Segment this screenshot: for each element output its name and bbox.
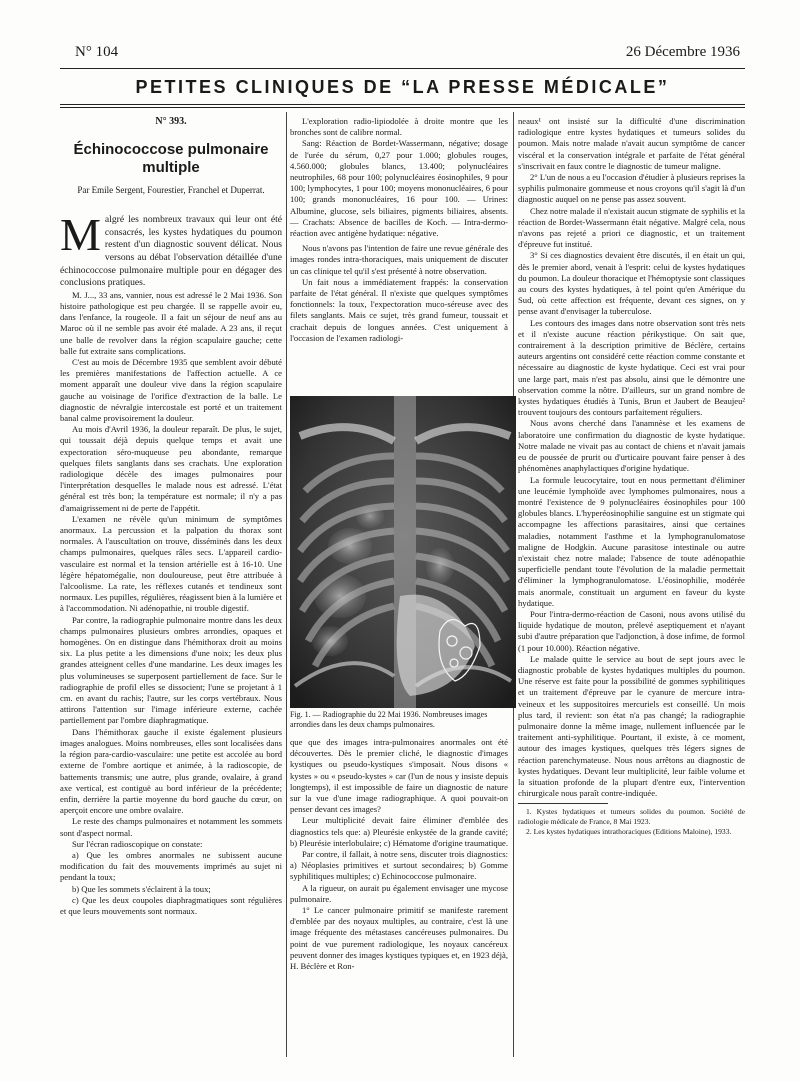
column-divider-1 xyxy=(286,112,287,1057)
footnote: 2. Les kystes hydatiques intrathoraciques (Editions Maloine), 1933. xyxy=(526,826,732,836)
paragraph: Dans l'hémithorax gauche il existe également plusieurs images analogues. Moins nombreuses, elles sont localisées dans la région para-cardio-vasculaire: une petite est accolée au bord externe de l'ombre aortique et animée, à la radioscopie, de battements transmis; une autre, plus grande, ovalaire, à grand axe vertical, est contiguë au bord inférieur de la précédente; enfin, derrière la partie moyenne du bord gauche du cœur, on aperçoit encore une ombre ovalaire. xyxy=(60,726,282,816)
header-rule-bottom-2 xyxy=(60,107,745,108)
paragraph: L'examen ne révèle qu'un minimum de symptômes anormaux. La percussion et la palpation du thorax sont normales. A l'auscultation on trouve, disséminés dans les deux champs pulmonaires, quelques râles secs. L'appareil cardio-vasculaire est normal et la tension artérielle est à 16-10. Une légère hépatomégalie, non douloureuse, peut être attribuée à l'alcoolisme. La rate, les réflexes cutanés et tendineux sont normaux. Les pupilles, régulières, réagissent bien à la lumière et à l'accommodation. Ni adénopathie, ni trouble digestif. xyxy=(60,513,282,614)
issue-date: 26 Décembre 1936 xyxy=(625,44,740,60)
paragraph: 3° Si ces diagnostics devaient être discutés, il en était un qui, dès le premier abord, venait à l'esprit: celui de kystes hydatiques du poumon. La douleur thoracique et l'hémoptysie sont classiques au cours des kystes hydatiques, à tel point qu'en Amérique du Sud, où cette affection est fréquente, devant ces signes, on y pense avant d'envisager la tuberculose. xyxy=(518,250,745,317)
paragraph: Un fait nous a immédiatement frappés: la conservation parfaite de l'état général. Il n'existe que quelques symptômes fonctionnels: la toux, l'expectoration muco-séreuse avec des filets sanglants. Mais ce sujet, très grand fumeur, toussait et crachait depuis de longues années. C'est uniquement à l'occasion de l'examen radiologi- xyxy=(290,276,508,343)
paragraph: C'est au mois de Décembre 1935 que semblent avoir débuté les premières manifestations de l'affection actuelle. A ce moment apparaît une douleur vive dans la région scapulaire gauche au voisinage de l'orifice d'extraction de la balle. Le diagnostic de névralgie intercostale est porté et un traitement banal calme provisoirement la douleur. xyxy=(60,356,282,423)
intro-text: algré les nombreux travaux qui leur ont été consacrés, les kystes hydatiques du poumon restent d'un diagnostic souvent délicat. Nous versons au débat l'observation détaillée d'une échinococcose pulmonaire multiple pour en dégager des conclusions pratiques. xyxy=(60,214,282,289)
paragraph: Sang: Réaction de Bordet-Wassermann, négative; dosage de l'urée du sérum, 0,27 pour 1.000; globules rouges, 4.560.000; globules blancs, 13.400; polynucléaires neutrophiles, 68 pour 100; polynucléaires éosinophiles, 9 pour 100; lymphocytes, 1 pour 100; moyens mononucléaires, 6 pour 100; grands mononucléaires, 16 pour 100. — Urines: Albumine, glucose, sels biliaires, pigments biliaires, absents. — Crachats: Absence de bacilles de Koch. — Intra-dermo-réaction avec antigène hydatique: négative. xyxy=(290,138,508,239)
drop-cap: M xyxy=(60,209,101,261)
article-title: Échinococcose pulmonaire multiple xyxy=(73,141,269,177)
paragraph: Sur l'écran radioscopique on constate: xyxy=(72,838,203,849)
paragraph: L'exploration radio-lipiodolée à droite montre que les bronches sont de calibre normal. xyxy=(290,116,508,138)
paragraph: Par contre, il fallait, à notre sens, discuter trois diagnostics: a) Néoplasies primitives et surtout secondaires; b) Gomme syphilitiques multiples; c) Echinococcose pulmonaire. xyxy=(290,849,508,882)
column-2-continued xyxy=(290,737,508,972)
paragraph: a) Que les ombres anormales ne subissent aucune modification du fait des mouvements imprimés au sujet ni pendant la toux; xyxy=(60,849,282,883)
intro-paragraph xyxy=(60,209,282,290)
column-1 xyxy=(60,116,282,917)
article-number: N° 393. xyxy=(155,116,187,127)
paragraph: Au mois d'Avril 1936, la douleur reparaît. De plus, le sujet, qui toussait déjà depuis quelque temps et avait une expectoration séro-muqueuse peu abondante, remarque quelques filets sanglants dans ses crachats. Une exploration radiologique décèle des images pulmonaires pour l'interprétation desquelles le malade nous est adressé. L'état général est très bon; la température est normale; il n'y a pas d'amaigrissement ni de perte de l'appétit. xyxy=(60,424,282,513)
paragraph: 2° L'un de nous a eu l'occasion d'étudier à plusieurs reprises la syphilis pulmonaire gommeuse et nous croyons qu'il s'agit là d'un diagnostic auquel on ne pense pas assez souvent. xyxy=(518,172,745,205)
section-banner: PETITES CLINIQUES DE “LA PRESSE MÉDICALE” xyxy=(135,77,670,97)
paragraph: Leur multiplicité devait faire éliminer d'emblée des diagnostics tels que: a) Pleurésie enkystée de la grande cavité; b) Pleurésie interlobulaire; c) Hématome d'origine traumatique. xyxy=(290,815,508,848)
paragraph: La formule leucocytaire, tout en nous permettant d'éliminer une leucémie lymphoïde avec lymphomes pulmonaires, nous a montré l'existence de 9 polynucléaires éosinophiles pour 100 globules blancs. L'hyperéosinophilie sanguine est un stigmate qui accompagne les affections parasitaires, ainsi que certaines maladies, notamment l'asthme et la lymphogranulomatose maligne de Hodgkin. Aucune parasitose intestinale ou autre n'existait chez notre malade; l'absence de toute adénopathie superficielle pendant toute l'évolution de la maladie permettait d'éliminer la lymphogranulomatose. L'éosinophilie, modérée mais anormale, constituait un argument en faveur du kyste hydatique. xyxy=(518,474,745,608)
paragraph: Nous n'avons pas l'intention de faire une revue générale des images rondes intra-thoraciques, mais uniquement de discuter un cas clinique tel qu'il s'est présenté à notre observation. xyxy=(290,243,508,276)
paragraph: Les contours des images dans notre observation sont très nets et il n'existe aucune réaction périkystique. On sait que, contrairement à la description primitive de Béclère, certains auteurs argentins ont considéré cette réaction comme constante et nécessaire au diagnostic de kyste hydatique. Ceci est vrai pour une large part, mais n'est pas absolu, ainsi que le démontre une observation comme la nôtre. D'ailleurs, sur un grand nombre de kystes hydatiques étudiés à Tunis, Brun et Jaubert de Beaujeu² trouvent toujours des contours parfaitement réguliers. xyxy=(518,317,745,418)
issue-number: N° 104 xyxy=(75,44,119,60)
article-authors: Par Emile Sergent, Fourestier, Franchel et Duperrat. xyxy=(77,185,265,196)
column-3 xyxy=(518,116,745,836)
paragraph: A la rigueur, on aurait pu également envisager une mycose pulmonaire. xyxy=(290,882,508,904)
paragraph: Pour l'intra-dermo-réaction de Casoni, nous avons utilisé du liquide hydatique de mouton, prélevé aseptiquement et n'ayant subi d'autre préparation que l'adjonction, à dose infime, de formol (1 pour 10.000). Réaction négative. xyxy=(518,608,745,653)
figure-caption: Fig. 1. — Radiographie du 22 Mai 1936. Nombreuses images arrondies dans les deux champs pulmonaires. xyxy=(290,710,488,729)
header-rule-top xyxy=(60,68,745,69)
chest-radiograph-image xyxy=(290,396,516,708)
paragraph: Le reste des champs pulmonaires et notamment les sommets sont d'aspect normal. xyxy=(60,816,282,838)
footnote-rule xyxy=(518,803,608,804)
paragraph: que que des images intra-pulmonaires anormales ont été découvertes. Dès le premier cliché, le diagnostic d'images kystiques ou pseudo-kystiques s'imposait. Nous disons « kystes » ou « pseudo-kystes » car (l'un de nous y insiste depuis longtemps), il est impossible de faire un diagnostic de nature sur la vue d'une image radiographique. A quoi pouvait-on penser devant ces images? xyxy=(290,737,508,815)
footnote: 1. Kystes hydatiques et tumeurs solides du poumon. Société de radiologie médicale de France, 8 Mai 1923. xyxy=(518,807,745,826)
radiograph-figure xyxy=(290,396,516,729)
header-rule-bottom xyxy=(60,104,745,105)
paragraph: neaux¹ ont insisté sur la difficulté d'une discrimination radiologique entre kystes hydatiques et tumeurs solides du poumon. Mais notre malade n'avait aucun symptôme de cancer viscéral et la conservation intégrale et parfaite de l'état général s'inscrivait en faux contre le diagnostic de tumeur maligne. xyxy=(518,116,745,171)
paragraph: M. J..., 33 ans, vannier, nous est adressé le 2 Mai 1936. Son histoire pathologique est peu chargée. Il se rappelle avoir eu, dans l'enfance, la rougeole. Il a fait un séjour de neuf ans au Maroc où il ne semble pas avoir été malade. A 23 ans, il reçut une balle de revolver dans la région scapulaire gauche; cette balle fut extraite sans complications. xyxy=(60,289,282,356)
paragraph: Par contre, la radiographie pulmonaire montre dans les deux champs pulmonaires plusieurs ombres arrondies, opaques et homogènes. On en distingue dans l'hémithorax droit au moins six. La plus petite a les dimensions d'une noix; les deux plus grandes atteignent celles d'une mandarine. Les deux images les plus volumineuses se superposent partiellement de face. Sur le radiographie de profil elles se dissocient; l'une se projetant à 1 cm. en avant du rachis; l'autre, sur les corps vertébraux. Nous attirons l'attention sur l'image inférieure externe, cachée partiellement par l'ombre diaphragmatique. xyxy=(60,614,282,726)
paragraph: Chez notre malade il n'existait aucun stigmate de syphilis et la réaction de Bordet-Wassermann était négative. Malgré cela, nous n'avons pas rejeté a priori ce diagnostic, et un traitement d'épreuve fut institué. xyxy=(518,205,745,250)
paragraph: Nous avons cherché dans l'anamnèse et les examens de laboratoire une confirmation du diagnostic de kyste hydatique. Notre malade ne vivait pas au contact de chiens et n'avait jamais eu de poussée de prurit ou d'urticaire pouvant faire penser à des phénomènes anaphylactiques d'origine hydatique. xyxy=(518,418,745,474)
paragraph: c) Que les deux coupoles diaphragmatiques sont régulières et que leurs mouvements sont normaux. xyxy=(60,894,282,916)
paragraph: b) Que les sommets s'éclairent à la toux; xyxy=(72,883,211,894)
paragraph: 1° Le cancer pulmonaire primitif se manifeste rarement d'emblée par des noyaux multiples, au contraire, c'est là une image fréquente des métastases cancéreuses pulmonaires. Du point de vue purement radiologique, les noyaux cancéreux peuvent donner des images kystiques typiques et, en 1923 déjà, H. Béclère et Ron- xyxy=(290,905,508,972)
column-2 xyxy=(290,116,508,344)
paragraph: Le malade quitte le service au bout de sept jours avec le diagnostic probable de kystes hydatiques multiples du poumon. Une réserve est faite pour la possibilité de gommes syphilitiques et un traitement d'épreuve par le cyanure de mercure intra-veineux et les suppositoires mercuriels est conseillé. Un mois plus tard, il revient: son état n'a pas changé; la radiographie pulmonaire donne la même image, nullement influencée par le traitement anti-syphilitique. Pourtant, il existe, à ce moment, autour des images kystiques, quelques très légers signes de réaction parenchymateuse. Nous nous arrêtons au diagnostic de kystes hydatiques. Devant leur multiplicité, leur faible volume et la situation profonde de la plupart d'entre eux, l'intervention chirurgicale nous paraît contre-indiquée. xyxy=(518,653,745,799)
